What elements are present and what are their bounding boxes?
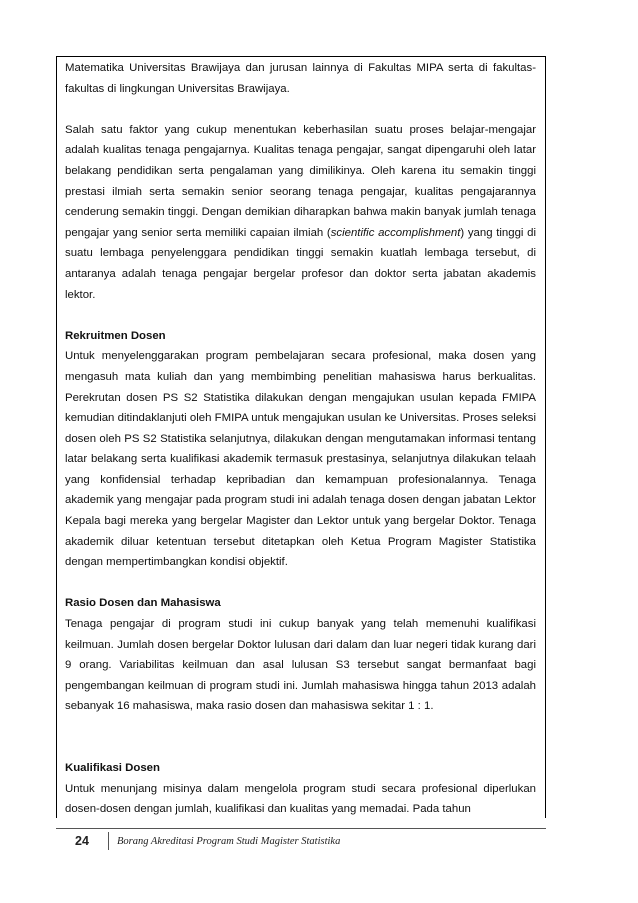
section-body: Tenaga pengajar di program studi ini cukup banyak yang telah memenuhi kualifikasi keilmuan. Jumlah dosen bergelar Doktor lulusan dari dalam dan luar negeri tidak kurang dari 9 orang. Variabilitas keilmuan dan asal lulusan S3 tersebut sangat bermanfaat bagi pengembangan keilmuan di program studi ini. Jumlah mahasiswa hingga tahun 2013 adalah sebanyak 16 mahasiswa, maka rasio dosen dan mahasiswa sekitar 1 : 1. bbox=[65, 618, 536, 713]
footer-divider bbox=[56, 828, 546, 829]
section-heading: Kualifikasi Dosen bbox=[65, 762, 160, 775]
section-body: Untuk menunjang misinya dalam mengelola program studi secara profesional diperlukan dosen-dosen dengan jumlah, kualifikasi dan kualitas yang memadai. Pada tahun bbox=[65, 782, 536, 816]
spacer bbox=[65, 738, 536, 759]
intro-paragraph: Matematika Universitas Brawijaya dan jurusan lainnya di Fakultas MIPA serta di fakultas-fakultas di lingkungan Universitas Brawijaya. bbox=[65, 62, 536, 95]
footer-title: Borang Akreditasi Program Studi Magister Statistika bbox=[117, 835, 341, 847]
section-heading: Rasio Dosen dan Mahasiswa bbox=[65, 597, 221, 610]
faktor-text-italic: scientific accomplishment bbox=[330, 226, 461, 239]
section-rasio bbox=[65, 593, 536, 758]
section-rekruitmen bbox=[65, 326, 536, 573]
faktor-paragraph bbox=[65, 120, 536, 305]
section-heading: Rekruitmen Dosen bbox=[65, 329, 166, 342]
section-body: Untuk menyelenggarakan program pembelajaran secara profesional, maka dosen yang mengasuh mata kuliah dan yang membimbing penelitian mahasiswa harus berkualitas. Perekrutan dosen PS S2 Statistika dilakukan dengan mengajukan usulan kepada FMIPA kemudian ditindaklanjuti oleh FMIPA untuk mengajukan usulan ke Universitas. Proses seleksi dosen oleh PS S2 Statistika selanjutnya, dilakukan dengan mengutamakan informasi tentang latar belakang serta kualifikasi akademik termasuk prestasinya, selanjutnya dilakukan telaah yang konfidensial terhadap kepribadian dan kemampuan profesionalannya. Tenaga akademik yang mengajar pada program studi ini adalah tenaga dosen dengan jabatan Lektor Kepala bagi mereka yang bergelar Magister dan Lektor untuk yang bergelar Doktor. Tenaga akademik diluar ketentuan tersebut ditetapkan oleh Ketua Program Magister Statistika dengan mempertimbangkan kondisi objektif. bbox=[65, 350, 536, 569]
page-footer bbox=[56, 830, 546, 852]
faktor-text-after: ) yang tinggi di suatu lembaga penyelenggara pendidikan tinggi semakin kuatlah lembaga tersebut, di antaranya adalah tenaga pengajar bergelar profesor dan doktor serta jabatan akademis lektor. bbox=[65, 226, 537, 301]
faktor-text-before: Salah satu faktor yang cukup menentukan keberhasilan suatu proses belajar-mengajar adalah kualitas tenaga pengajarnya. Kualitas tenaga pengajar, sangat dipengaruhi oleh latar belakang pendidikan serta pengalaman yang dimilikinya. Oleh karena itu semakin tinggi prestasi ilmiah serta semakin senior seorang tenaga pengajar, kualitas pengajarannya cenderung semakin tinggi. Dengan demikian diharapkan bahwa makin banyak jumlah tenaga pengajar yang senior serta memiliki capaian ilmiah ( bbox=[65, 123, 536, 239]
section-kualifikasi bbox=[65, 758, 536, 820]
page-number: 24 bbox=[75, 834, 89, 848]
page-content bbox=[65, 58, 536, 820]
